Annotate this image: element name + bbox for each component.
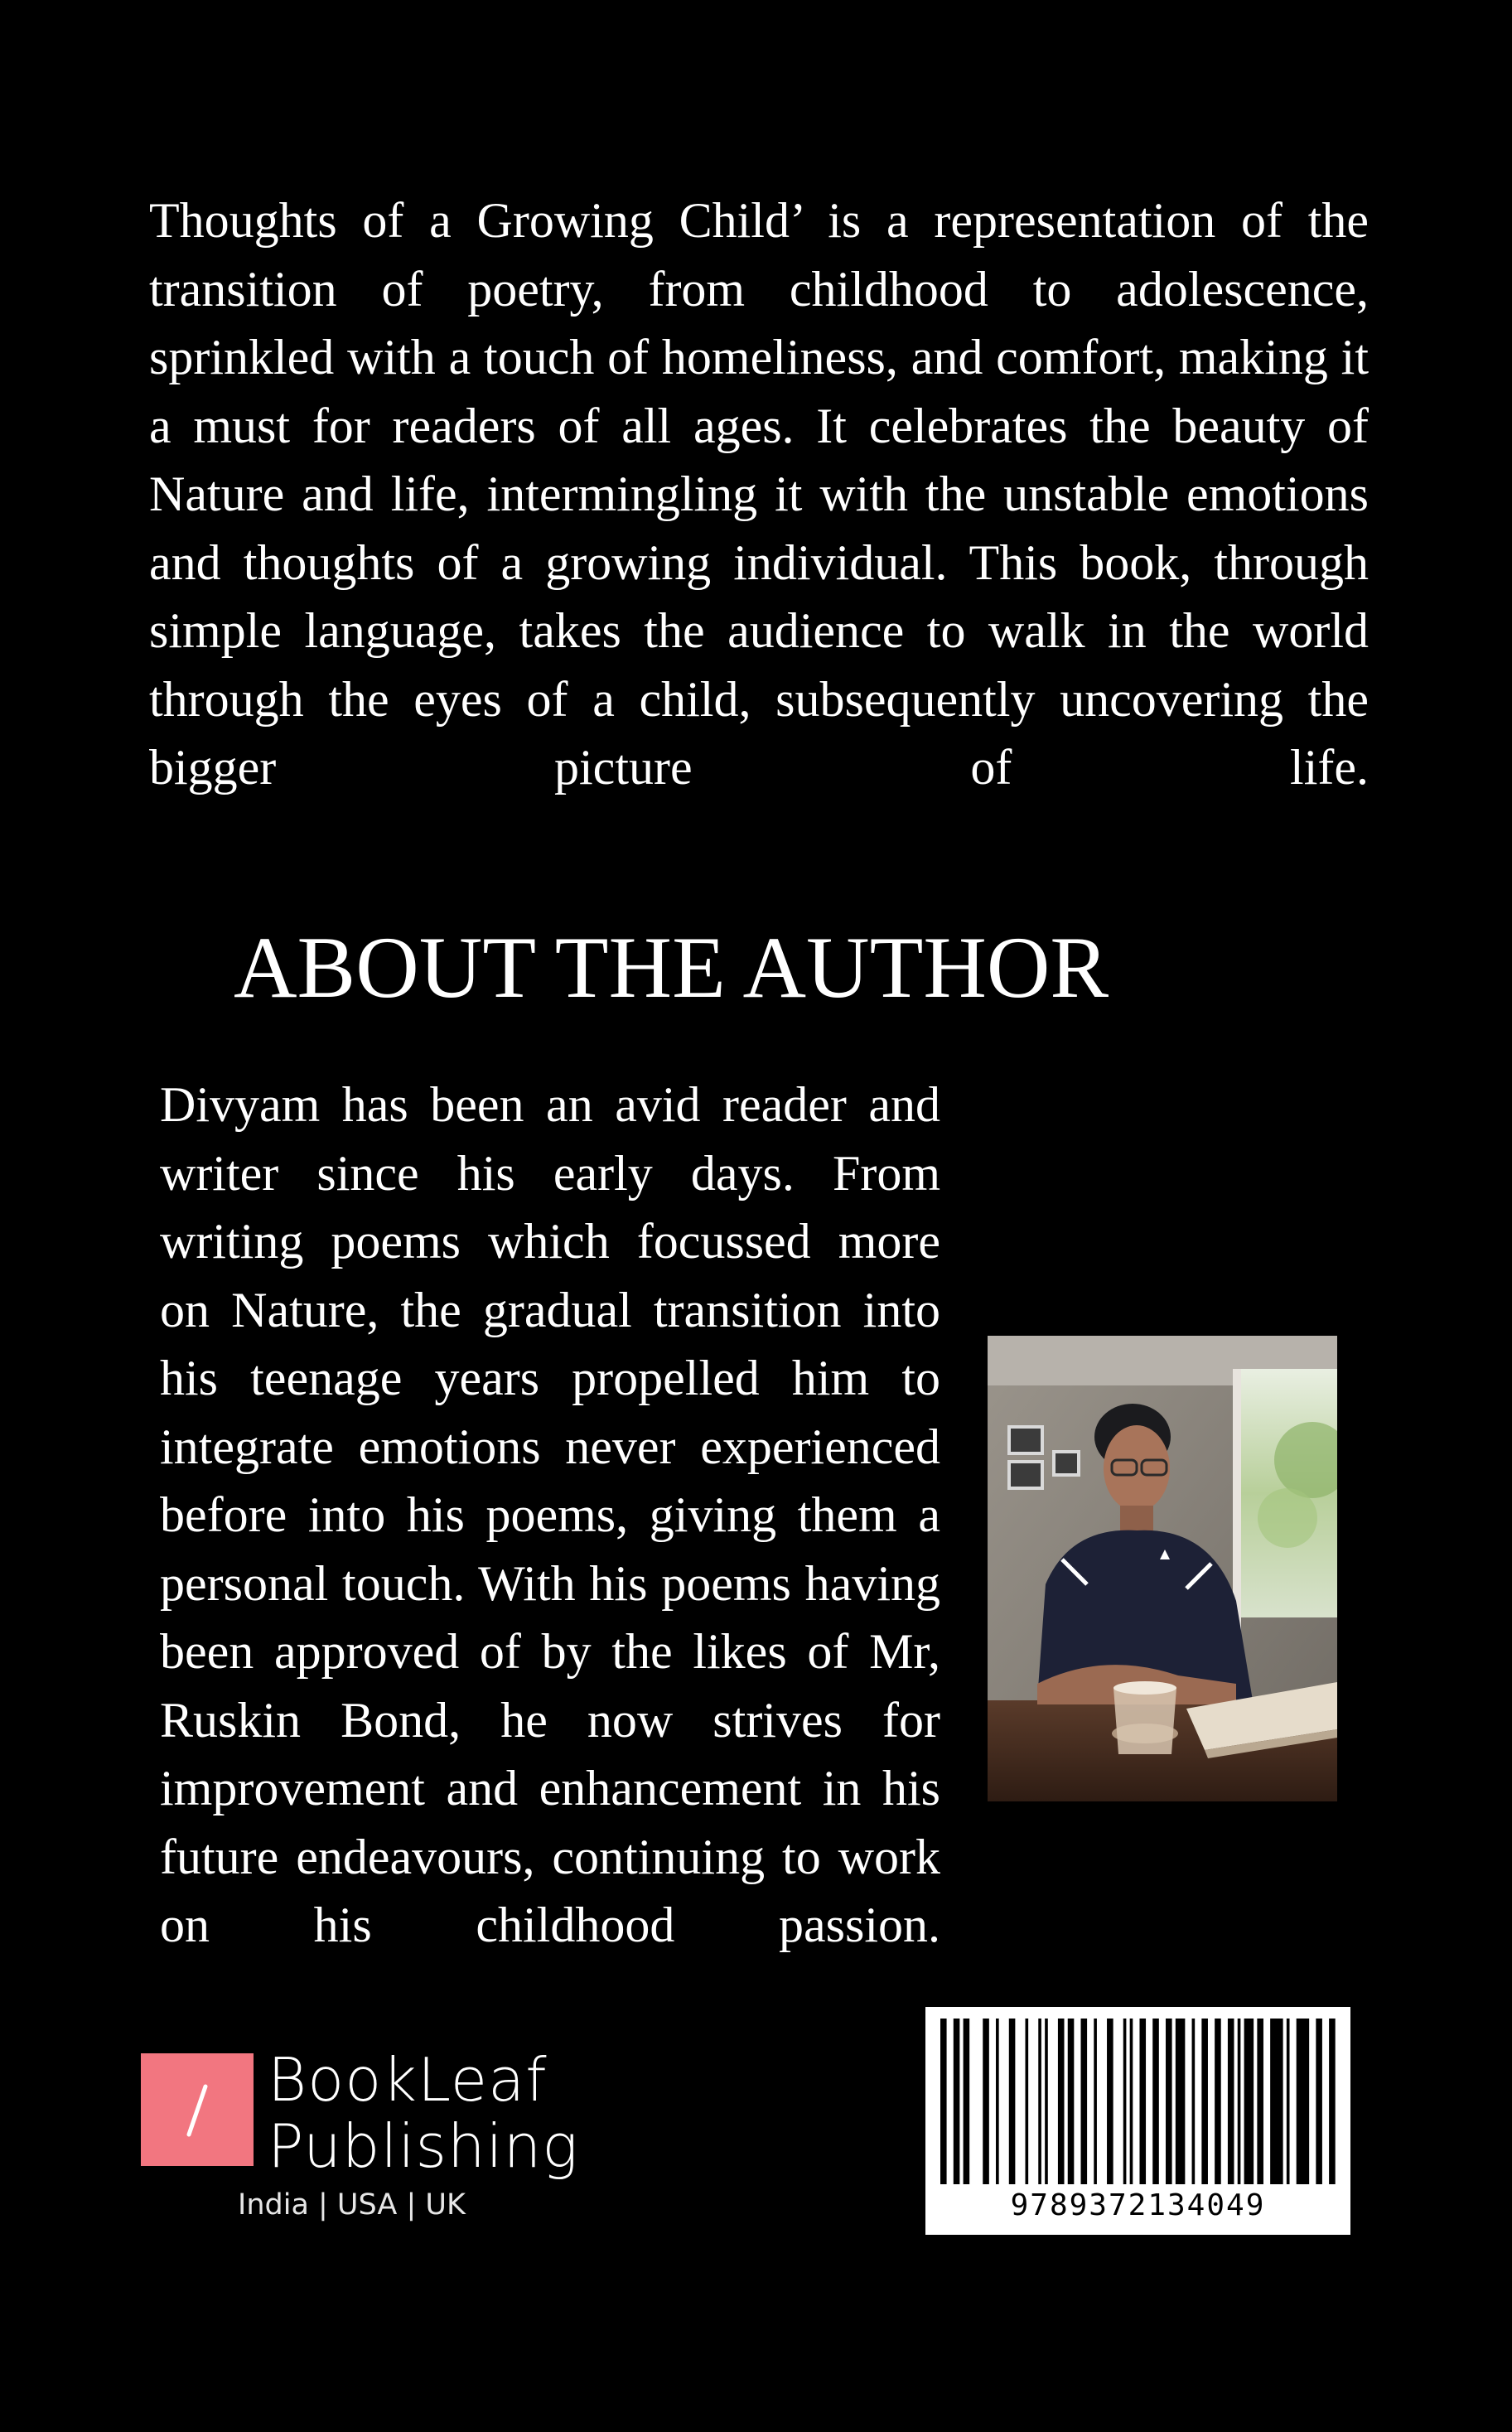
barcode-bar — [1176, 2019, 1186, 2184]
barcode-bar — [1068, 2019, 1075, 2184]
barcode-bar — [1192, 2019, 1196, 2184]
barcode-bar — [1038, 2019, 1041, 2184]
barcode-bar — [1058, 2019, 1065, 2184]
barcode-bar — [1228, 2019, 1234, 2184]
barcode-bar — [1201, 2019, 1208, 2184]
publisher-name — [268, 2047, 578, 2179]
barcode-bar — [1025, 2019, 1028, 2184]
barcode-bar — [1257, 2019, 1263, 2184]
barcode-bar — [1130, 2019, 1133, 2184]
barcode-bar — [1244, 2019, 1254, 2184]
barcode-bar — [1238, 2019, 1241, 2184]
barcode-bar — [1123, 2019, 1127, 2184]
author-photo — [988, 1336, 1337, 1801]
book-blurb: Thoughts of a Growing Child’ is a representation of the transition of poetry, from childhood to adolescence, sprinkled with a touch of homeliness, and comfort, making it a must for readers of all ages. It celebrates the beauty of Nature and life, intermingling it with the unstable emotions and thoughts of a growing individual. This book, through simple language, takes the audience to walk in the world through the eyes of a child, subsequently uncovering the bigger picture of life. — [149, 193, 1369, 795]
barcode-bar — [1329, 2019, 1336, 2184]
barcode-bar — [1297, 2019, 1309, 2184]
barcode-bar — [1139, 2019, 1146, 2184]
publisher-logo-mark — [141, 2053, 254, 2166]
publisher-name-line2: Publishing — [268, 2111, 579, 2181]
barcode-bar — [1045, 2019, 1048, 2184]
barcode-bar — [940, 2019, 947, 2184]
barcode-bar — [983, 2019, 989, 2184]
barcode-bar — [1094, 2019, 1097, 2184]
author-bio: Divyam has been an avid reader and writer since his early days. From writing poems which focussed more on Nature, the gradual transition into his teenage years propelled him to integrate emotions never experienced before into his poems, giving them a personal touch. With his poems having been approved of by the likes of Mr, Ruskin Bond, he now strives for improvement and enhancement in his future endeavours, continuing to work on his childhood passion. — [160, 1077, 940, 1952]
barcode-bars — [940, 2019, 1336, 2184]
isbn-number: 9789372134049 — [1010, 2188, 1266, 2222]
slash-icon — [141, 2053, 254, 2166]
author-photo-image — [988, 1336, 1337, 1801]
barcode-bar — [1287, 2019, 1290, 2184]
barcode-bar — [1270, 2019, 1283, 2184]
barcode-bar — [1009, 2019, 1016, 2184]
barcode-bar — [1107, 2019, 1113, 2184]
barcode-bar — [964, 2019, 970, 2184]
isbn-barcode — [925, 2007, 1350, 2235]
barcode-bar — [1215, 2019, 1221, 2184]
barcode-bar — [996, 2019, 999, 2184]
publisher-name-line1: BookLeaf — [268, 2045, 548, 2115]
about-author-heading: ABOUT THE AUTHOR — [234, 919, 1109, 1016]
publisher-logo — [141, 2045, 579, 2236]
barcode-bar — [1166, 2019, 1172, 2184]
publisher-regions: India | USA | UK — [238, 2188, 466, 2222]
barcode-bar — [1081, 2019, 1088, 2184]
barcode-bar — [1152, 2019, 1159, 2184]
barcode-bar — [1316, 2019, 1322, 2184]
barcode-bar — [954, 2019, 960, 2184]
